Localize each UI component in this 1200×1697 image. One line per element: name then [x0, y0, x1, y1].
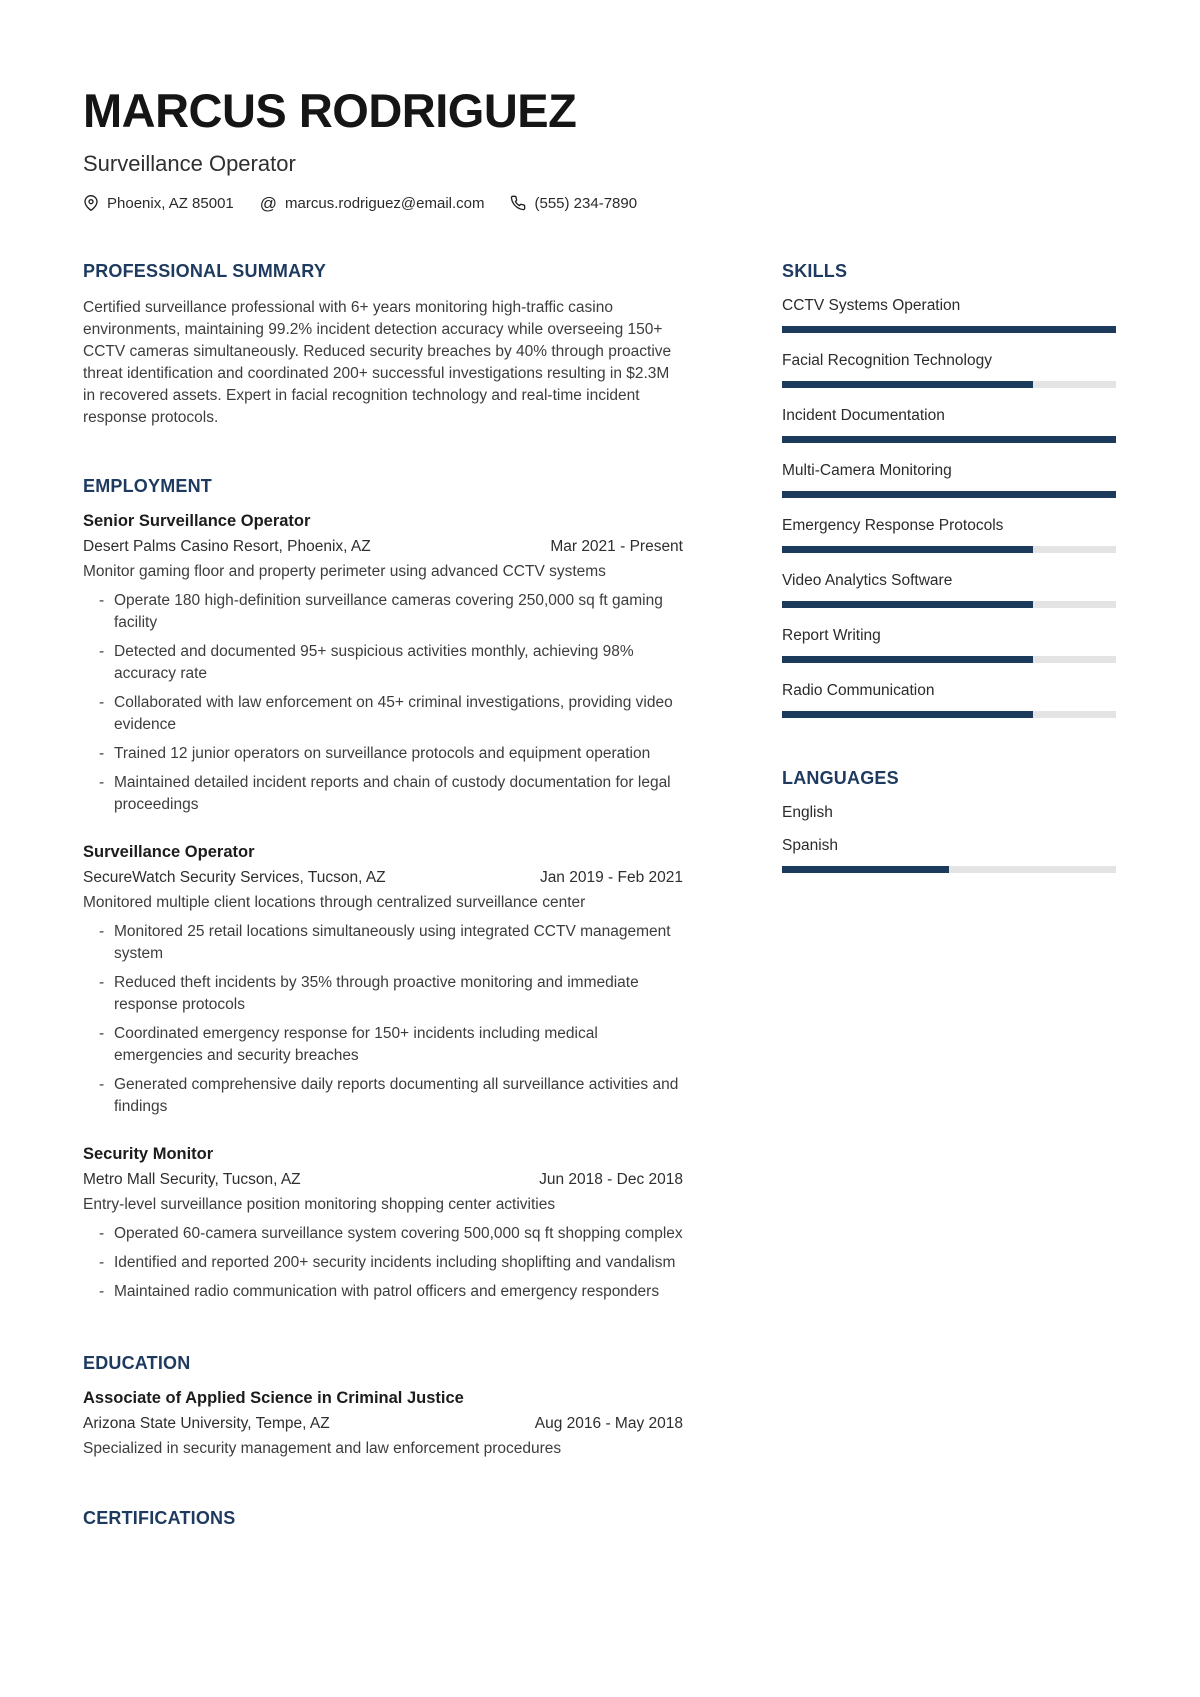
skill-bar-fill: [782, 601, 1033, 608]
job-company: SecureWatch Security Services, Tucson, AZ: [83, 869, 386, 887]
job-company: Desert Palms Casino Resort, Phoenix, AZ: [83, 538, 371, 556]
skill-label: Video Analytics Software: [782, 572, 953, 590]
sidebar-column: [782, 261, 1116, 1544]
job-title: Senior Surveillance Operator: [83, 512, 311, 531]
skill-item: [782, 572, 1116, 608]
skill-bar-track: [782, 601, 1116, 608]
employment-section: [83, 476, 683, 1303]
job-bullet: - Maintained radio communication with patrol officers and emergency responders: [99, 1281, 683, 1303]
location-text: Phoenix, AZ 85001: [107, 194, 234, 212]
skill-label: Incident Documentation: [782, 407, 945, 425]
contact-phone: [510, 195, 637, 212]
job-dates: Jun 2018 - Dec 2018: [539, 1171, 683, 1189]
skill-bar-fill: [782, 436, 1116, 443]
job-bullet: - Generated comprehensive daily reports documenting all surveillance activities and findings: [99, 1074, 683, 1118]
job-company-row: [83, 1171, 683, 1189]
job-bullet: - Operated 60-camera surveillance system covering 500,000 sq ft shopping complex: [99, 1223, 683, 1245]
skill-bar-fill: [782, 326, 1116, 333]
contact-email: [260, 195, 485, 212]
contact-row: [83, 194, 1116, 212]
skill-bar-track: [782, 436, 1116, 443]
skill-bar-track: [782, 711, 1116, 718]
education-heading: EDUCATION: [83, 1353, 191, 1374]
skill-label: Facial Recognition Technology: [782, 352, 992, 370]
job-company-row: [83, 869, 683, 887]
job-summary: Monitored multiple client locations through centralized surveillance center: [83, 894, 586, 912]
location-pin-icon: [83, 194, 99, 212]
language-bar-fill: [782, 866, 949, 873]
skill-item: [782, 517, 1116, 553]
job-bullet: - Detected and documented 95+ suspicious activities monthly, achieving 98% accuracy rate: [99, 641, 683, 685]
job-entry: [83, 843, 683, 1118]
skill-label: Report Writing: [782, 627, 881, 645]
certifications-heading: CERTIFICATIONS: [83, 1508, 236, 1529]
language-item: [782, 804, 1116, 822]
skills-heading: SKILLS: [782, 261, 848, 282]
skill-item: [782, 352, 1116, 388]
certifications-section: [83, 1508, 683, 1529]
job-entry: [83, 512, 683, 816]
skill-bar-fill: [782, 656, 1033, 663]
job-entry: [83, 1145, 683, 1303]
at-sign-icon: @: [259, 193, 278, 213]
job-bullet: - Maintained detailed incident reports and chain of custody documentation for legal proceedings: [99, 772, 683, 816]
skill-bar-track: [782, 656, 1116, 663]
contact-location: [83, 194, 234, 212]
job-bullet: - Collaborated with law enforcement on 45+ criminal investigations, providing video evidence: [99, 692, 683, 736]
job-dates: Jan 2019 - Feb 2021: [539, 869, 683, 887]
job-bullet: - Trained 12 junior operators on surveillance protocols and equipment operation: [99, 743, 683, 765]
education-school: Arizona State University, Tempe, AZ: [83, 1415, 330, 1433]
email-text: marcus.rodriguez@email.com: [285, 194, 485, 212]
resume-header: [83, 86, 1116, 212]
languages-heading: LANGUAGES: [782, 768, 899, 789]
job-summary: Entry-level surveillance position monitoring shopping center activities: [83, 1196, 556, 1214]
content-columns: [83, 261, 1116, 1544]
language-item: [782, 837, 1116, 873]
education-summary: Specialized in security management and law enforcement procedures: [83, 1440, 562, 1458]
job-bullet-list: [99, 921, 683, 1118]
phone-icon: [510, 195, 526, 211]
skill-label: Radio Communication: [782, 682, 935, 700]
skill-bar-track: [782, 491, 1116, 498]
summary-heading: PROFESSIONAL SUMMARY: [83, 261, 327, 282]
skill-bar-track: [782, 326, 1116, 333]
languages-section: [782, 768, 1116, 873]
language-label: English: [782, 804, 833, 822]
skill-label: Emergency Response Protocols: [782, 517, 1004, 535]
skill-bar-track: [782, 381, 1116, 388]
language-bar-track: [782, 866, 1116, 873]
job-title: Security Monitor: [83, 1145, 214, 1164]
education-school-row: [83, 1415, 683, 1433]
education-entry: [83, 1389, 683, 1460]
education-dates: Aug 2016 - May 2018: [534, 1415, 683, 1433]
languages-container: [782, 804, 1116, 873]
skill-label: Multi-Camera Monitoring: [782, 462, 952, 480]
summary-text: Certified surveillance professional with 6+ years monitoring high-traffic casino environments, maintaining 99.2% incident detection accuracy while overseeing 150+ CCTV cameras simultaneously. Reduced security breaches by 40% through proactive threat identification and coordinated 200+ successful investigations resulting in $2.3M in recovered assets. Expert in facial recognition technology and real-time incident response protocols.: [83, 299, 672, 427]
skill-bar-fill: [782, 491, 1116, 498]
job-summary: Monitor gaming floor and property perimeter using advanced CCTV systems: [83, 563, 606, 581]
job-title: Surveillance Operator: [83, 843, 255, 862]
job-bullet: - Coordinated emergency response for 150+ incidents including medical emergencies and security breaches: [99, 1023, 683, 1067]
skill-bar-track: [782, 546, 1116, 553]
employment-heading: EMPLOYMENT: [83, 476, 213, 497]
job-bullet: - Identified and reported 200+ security incidents including shoplifting and vandalism: [99, 1252, 683, 1274]
jobs-container: [83, 512, 683, 1303]
skill-item: [782, 297, 1116, 333]
skill-item: [782, 407, 1116, 443]
job-bullet-list: [99, 1223, 683, 1303]
job-company: Metro Mall Security, Tucson, AZ: [83, 1171, 301, 1189]
summary-section: [83, 261, 683, 429]
language-label: Spanish: [782, 837, 839, 855]
education-degree: Associate of Applied Science in Criminal Justice: [83, 1389, 464, 1408]
skill-item: [782, 462, 1116, 498]
skill-item: [782, 682, 1116, 718]
candidate-name: MARCUS RODRIGUEZ: [83, 84, 577, 137]
job-dates: Mar 2021 - Present: [550, 538, 683, 556]
main-column: [83, 261, 683, 1544]
job-bullet: - Reduced theft incidents by 35% through proactive monitoring and immediate response protocols: [99, 972, 683, 1016]
skills-section: [782, 261, 1116, 718]
skill-label: CCTV Systems Operation: [782, 297, 961, 315]
education-section: [83, 1353, 683, 1460]
job-bullet: - Monitored 25 retail locations simultaneously using integrated CCTV management system: [99, 921, 683, 965]
phone-text: (555) 234-7890: [534, 194, 638, 212]
skill-bar-fill: [782, 381, 1033, 388]
skills-container: [782, 297, 1116, 718]
skill-bar-fill: [782, 711, 1033, 718]
skill-item: [782, 627, 1116, 663]
job-company-row: [83, 538, 683, 556]
candidate-job-title: Surveillance Operator: [83, 151, 296, 177]
skill-bar-fill: [782, 546, 1033, 553]
job-bullet-list: [99, 590, 683, 816]
job-bullet: - Operate 180 high-definition surveillance cameras covering 250,000 sq ft gaming facility: [99, 590, 683, 634]
